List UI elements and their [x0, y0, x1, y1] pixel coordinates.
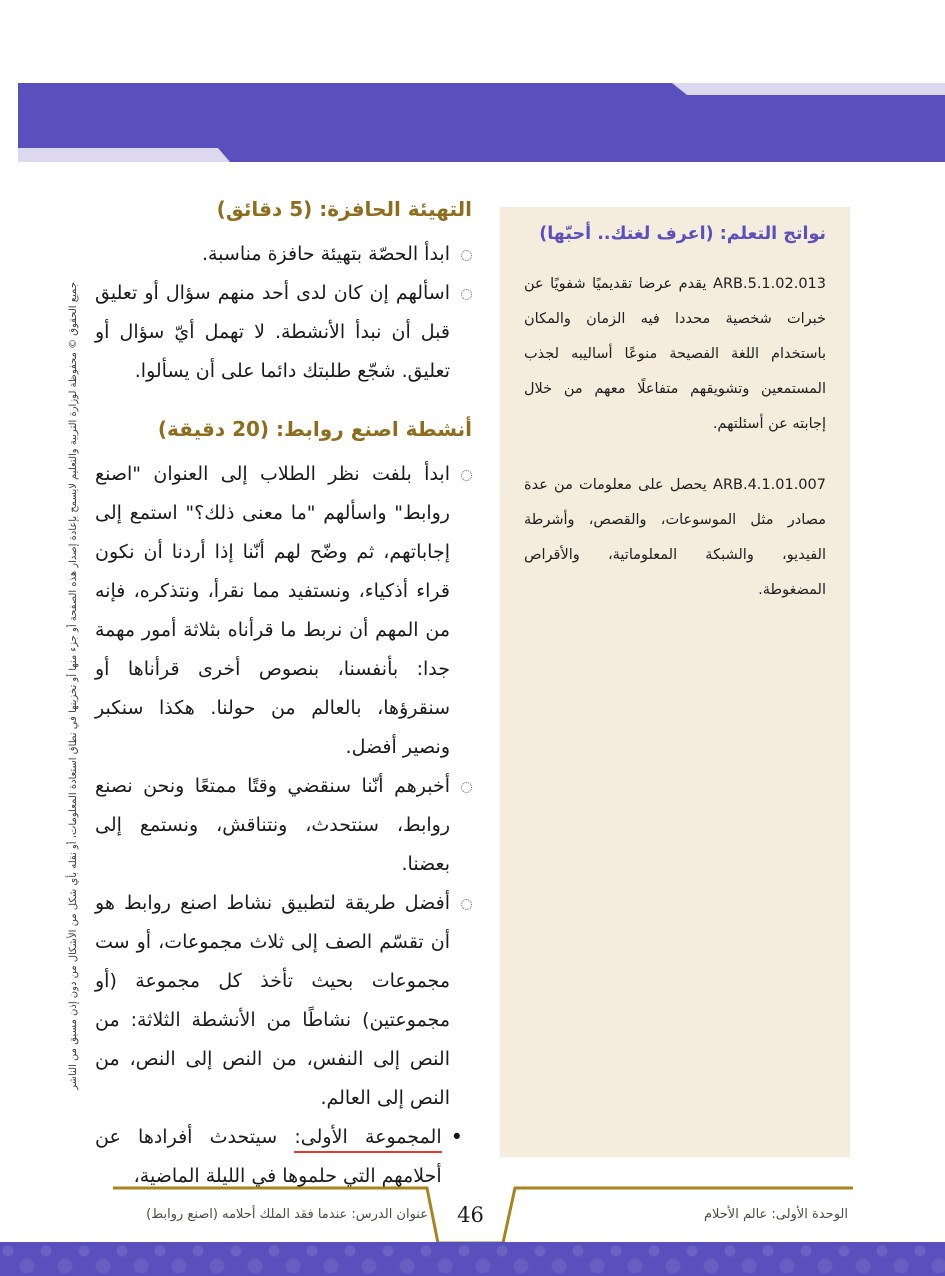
- group-one-text: سيتحدث أفرادها عن أحلامهم التي حلموها في الليلة الماضية،: [95, 1126, 442, 1187]
- list-item: [95, 455, 472, 767]
- list-item: [95, 884, 472, 1118]
- bullet-text: أفضل طريقة لتطبيق نشاط اصنع روابط هو أن تقسّم الصف إلى ثلاث مجموعات، أو ست مجموعات بحيث تأخذ كل مجموعة (أو مجموعتين) نشاطًا من الأنشطة الثلاثة: من النص إلى النفس، من النص إلى النص، من النص إلى العالم.: [95, 892, 450, 1109]
- bullet-circle-icon: [461, 289, 472, 300]
- footer-unit-title: الوحدة الأولى: عالم الأحلام: [703, 1207, 848, 1222]
- footer-pattern-band: [0, 1242, 945, 1276]
- list-item: [95, 767, 472, 884]
- banner-accent-bottom-left: [18, 148, 230, 162]
- outcome-item: [524, 267, 826, 442]
- list-item: [95, 235, 472, 274]
- outcome-text: يقدم عرضا تقديميًا شفويًا عن خبرات شخصية محددا فيه الزمان والمكان باستخدام اللغة الفصيحة منوعًا أساليبه لجذب المستمعين وتشويقهم متفاعلًا معهم من خلال إجابته عن أسئلتهم.: [524, 275, 826, 432]
- bullet-text: اسألهم إن كان لدى أحد منهم سؤال أو تعليق قبل أن نبدأ الأنشطة. لا تهمل أيّ سؤال أو تعليق. شجّع طلبتك دائما على أن يسألوا.: [95, 282, 450, 382]
- page-number: 46: [457, 1203, 484, 1227]
- bullet-circle-icon: [461, 250, 472, 261]
- sub-list-item-group-one: [95, 1118, 472, 1196]
- outcomes-title: نواتج التعلم: (اعرف لغتك.. أحبّها): [539, 224, 826, 244]
- bullet-text: أخبرهم أنّنا سنقضي وقتًا ممتعًا ونحن نصنع روابط، سنتحدث، ونتناقش، ونستمع إلى بعضنا.: [95, 775, 450, 875]
- banner-accent-top-right: [672, 83, 945, 95]
- copyright-vertical-text: جميع الحقوق © محفوظة لوزارة التربية والتعليم لايسمح بإعادة إصدار هذه الصفحة أو جزء منها أو تخزينها في نطاق استعادة المعلومات، أو نقله بأي شكل من الأشكال من دون إذن مسبق من الناشر: [68, 282, 79, 1090]
- sub-bullet-text: [95, 1118, 442, 1196]
- section-heading-make-connections: أنشطة اصنع روابط: (20 دقيقة): [157, 417, 472, 441]
- bullet-circle-icon: [461, 899, 472, 910]
- header-banner: [18, 83, 945, 162]
- bullet-circle-icon: [461, 782, 472, 793]
- outcome-code: ARB.4.1.01.007: [713, 476, 826, 493]
- list-item: [95, 274, 472, 391]
- group-one-underlined-label: المجموعة الأولى:: [294, 1126, 441, 1153]
- outcome-code: ARB.5.1.02.013: [713, 275, 827, 292]
- section-heading-warmup: التهيئة الحافزة: (5 دقائق): [216, 197, 472, 221]
- bullet-circle-icon: [461, 470, 472, 481]
- learning-outcomes-panel: [500, 207, 850, 1157]
- footer-lesson-title: عنوان الدرس: عندما فقد الملك أحلامه (اصنع روابط): [146, 1207, 428, 1222]
- main-content: [95, 196, 472, 1196]
- bullet-dot-icon: •: [450, 1125, 463, 1149]
- outcome-item: [524, 468, 826, 608]
- outcome-text: يحصل على معلومات من عدة مصادر مثل الموسوعات، والقصص، وأشرطة الفيديو، والشبكة المعلوماتية، والأقراص المضغوطة.: [524, 476, 826, 598]
- bullet-text: ابدأ بلفت نظر الطلاب إلى العنوان "اصنع روابط" واسألهم "ما معنى ذلك؟" استمع إلى إجاباتهم، ثم وضّح لهم أنّنا إذا أردنا أن نكون قراء أذكياء، ونستفيد مما نقرأ، ونتذكره، فإنه من المهم أن نربط ما قرأناه بثلاثة أمور مهمة جدا: بأنفسنا، بنصوص أخرى قرأناها أو سنقرؤها، بالعالم من حولنا. هكذا سنكبر ونصير أفضل.: [95, 463, 450, 758]
- bullet-text: ابدأ الحصّة بتهيئة حافزة مناسبة.: [201, 243, 450, 265]
